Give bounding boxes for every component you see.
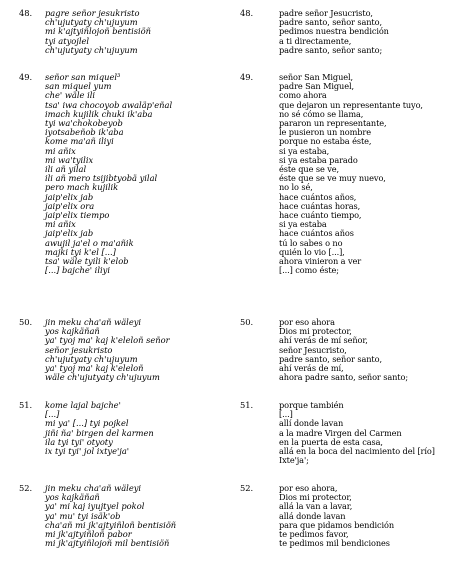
spanish-line: [...] [279, 409, 293, 420]
spanish-line: allá donde lavan [279, 510, 346, 521]
spanish-line: le pusieron un nombre [279, 127, 371, 138]
spanish-line: hace cuánto tiempo, [279, 210, 362, 221]
chol-line: jaip'elix jab [45, 228, 94, 239]
spanish-line: a la madre Virgen del Carmen [279, 427, 402, 438]
spanish-line: ahí verás de mí, [279, 363, 344, 374]
stanza-number-right: 48. [240, 8, 254, 18]
spanish-line: te pedimos mil bendiciones [279, 538, 390, 549]
chol-line: jin meku cha'añ wäleyi [45, 483, 142, 493]
chol-line: pagre señor jesukristo [45, 8, 140, 18]
chol-line: cha'añ mi jk'ajtyiñloñ bentisiöñ [45, 519, 177, 530]
spanish-line: padre santo, señor santo; [279, 44, 383, 55]
spanish-text-column [279, 401, 449, 465]
spanish-line: ahora vinieron a ver [279, 256, 362, 267]
chol-line: ch'ujutyaty ch'ujuyum [45, 353, 138, 364]
stanza-number-right: 51. [240, 400, 254, 410]
stanza-number-right: 52. [240, 483, 254, 493]
spanish-line: en la puerta de esta casa, [279, 436, 383, 447]
chol-line: jiñi ña' birgen del karmen [45, 427, 154, 438]
chol-line: tsa' iwa chocoyob awaläp'eñal [45, 99, 173, 110]
chol-line: kome ma'añ iliyi [45, 136, 114, 147]
spanish-line: como ahora [279, 90, 327, 101]
chol-line: mi k'ajtyiñlojoñ bentisiöñ [45, 26, 152, 37]
spanish-text-column [279, 484, 449, 548]
chol-line: kome lajal bajche' [45, 400, 121, 410]
spanish-line: Dios mi protector, [279, 492, 352, 503]
chol-line: san miquel yum [45, 81, 112, 92]
spanish-line: no sé cómo se llama, [279, 108, 364, 119]
spanish-text-column [279, 73, 449, 275]
chol-line: jaip'elix ora [45, 200, 95, 211]
spanish-line: para que pidamos bendición [279, 519, 394, 530]
chol-line: pero mach kujilik [45, 182, 119, 193]
chol-line: señor jesukristo [45, 344, 113, 355]
chol-line: ila tyi tyi' otyoty [45, 436, 113, 447]
spanish-line: pedimos nuestra bendición [279, 26, 389, 37]
stanza-number-left: 52. [19, 483, 33, 493]
chol-line: [...] bajche' iliyi [45, 265, 110, 276]
chol-line: mi jk'ajtyiñloñ pabor [45, 529, 132, 540]
chol-line: tyi wa'chokobeyob [45, 118, 123, 129]
chol-line: ya' mu' tyi isäk'ob [45, 510, 121, 521]
spanish-line: señor San Miguel, [279, 72, 354, 82]
spanish-line: por eso ahora, [279, 483, 338, 493]
chol-line: iyotsabeñob ik'aba [45, 127, 124, 138]
chol-line: ili añ yilal [45, 164, 87, 175]
chol-text-column [45, 73, 235, 275]
chol-line: mi añix [45, 145, 76, 156]
chol-line: che' wäle ili [45, 90, 96, 101]
chol-line: wäle ch'ujutyaty ch'ujuyum [45, 372, 160, 383]
spanish-line: padre santo, señor santo, [279, 17, 382, 28]
chol-text-column [45, 401, 235, 456]
spanish-line: Dios mi protector, [279, 326, 352, 337]
chol-line: jin meku cha'añ wäleyi [45, 317, 142, 327]
chol-line: [...] [45, 409, 60, 420]
spanish-line: ahora padre santo, señor santo; [279, 372, 408, 383]
chol-line: ix tyi tyi' jol ixtye'ja' [45, 446, 130, 457]
chol-line: yos kajkäñañ [45, 326, 100, 337]
spanish-line: si ya estaba [279, 219, 327, 230]
spanish-line: éste que se ve muy nuevo, [279, 173, 386, 184]
chol-line: ya' mi kaj iyujtyel pokol [45, 501, 145, 512]
chol-line: mi añix [45, 219, 76, 230]
spanish-line: allá la van a lavar, [279, 501, 353, 512]
chol-line: jaip'elix tiempo [45, 210, 110, 221]
chol-line: ch'ujutyaty ch'ujuyum [45, 44, 138, 55]
chol-line: ch'ujutyaty ch'ujuyum [45, 17, 138, 28]
chol-line: yos kajkäñañ [45, 492, 100, 503]
chol-line: señor san miquel³ [45, 72, 121, 82]
spanish-line: allí donde lavan [279, 418, 344, 429]
chol-line: tsa' wäle tyili k'elob [45, 256, 129, 267]
chol-line: tyi atyojlel [45, 35, 90, 46]
spanish-line: no lo sé, [279, 182, 313, 193]
spanish-line: señor Jesucristo, [279, 344, 347, 355]
chol-line: ya' tyoj ma' kaj k'eleloñ señor [45, 335, 170, 346]
spanish-line: éste que se ve, [279, 164, 339, 175]
chol-line: mi jk'ajtyiñlojoñ mil bentisiöñ [45, 538, 170, 549]
spanish-line: ahí verás de mí señor, [279, 335, 368, 346]
spanish-line: hace cuántos años, [279, 191, 357, 202]
spanish-line: si ya estaba, [279, 145, 330, 156]
spanish-line: Ixte'ja'; [279, 455, 309, 466]
chol-line: jaip'elix jab [45, 191, 94, 202]
spanish-line: porque también [279, 400, 344, 410]
spanish-text-column [279, 318, 449, 382]
spanish-line: a ti directamente, [279, 35, 352, 46]
stanza-number-left: 50. [19, 317, 33, 327]
chol-line: ya' tyoj ma' kaj k'eleloñ [45, 363, 144, 374]
chol-text-column [45, 318, 235, 382]
spanish-line: pararon un representante, [279, 118, 387, 129]
spanish-line: hace cuántos años [279, 228, 354, 239]
stanza-number-left: 48. [19, 8, 33, 18]
spanish-line: padre señor Jesucristo, [279, 8, 373, 18]
spanish-line: porque no estaba éste, [279, 136, 372, 147]
chol-text-column [45, 9, 235, 55]
spanish-text-column [279, 9, 449, 55]
spanish-line: quién lo vio [...], [279, 246, 345, 257]
stanza-number-left: 51. [19, 400, 33, 410]
spanish-line: si ya estaba parado [279, 154, 358, 165]
spanish-line: que dejaron un representante tuyo, [279, 99, 423, 110]
spanish-line: [...] como éste; [279, 265, 339, 276]
spanish-line: allá en la boca del nacimiento del [río] [279, 446, 435, 457]
spanish-line: hace cuántas horas, [279, 200, 361, 211]
chol-line: imach kujilik chuki ik'aba [45, 108, 153, 119]
spanish-line: por eso ahora [279, 317, 335, 327]
stanza-number-left: 49. [19, 72, 33, 82]
chol-text-column [45, 484, 235, 548]
chol-line: awujil ja'el o ma'añik [45, 237, 134, 248]
spanish-line: te pedimos favor, [279, 529, 349, 540]
chol-line: ili añ mero tsijibtyobä yilal [45, 173, 158, 184]
chol-line: mi wa'tyilix [45, 154, 94, 165]
chol-line: mi ya' [...] tyi pojkel [45, 418, 129, 429]
chol-line: majki tyi k'el [...] [45, 246, 116, 257]
stanza-number-right: 50. [240, 317, 254, 327]
spanish-line: padre santo, señor santo, [279, 353, 382, 364]
spanish-line: padre San Miguel, [279, 81, 354, 92]
spanish-line: tú lo sabes o no [279, 237, 343, 248]
stanza-number-right: 49. [240, 72, 254, 82]
